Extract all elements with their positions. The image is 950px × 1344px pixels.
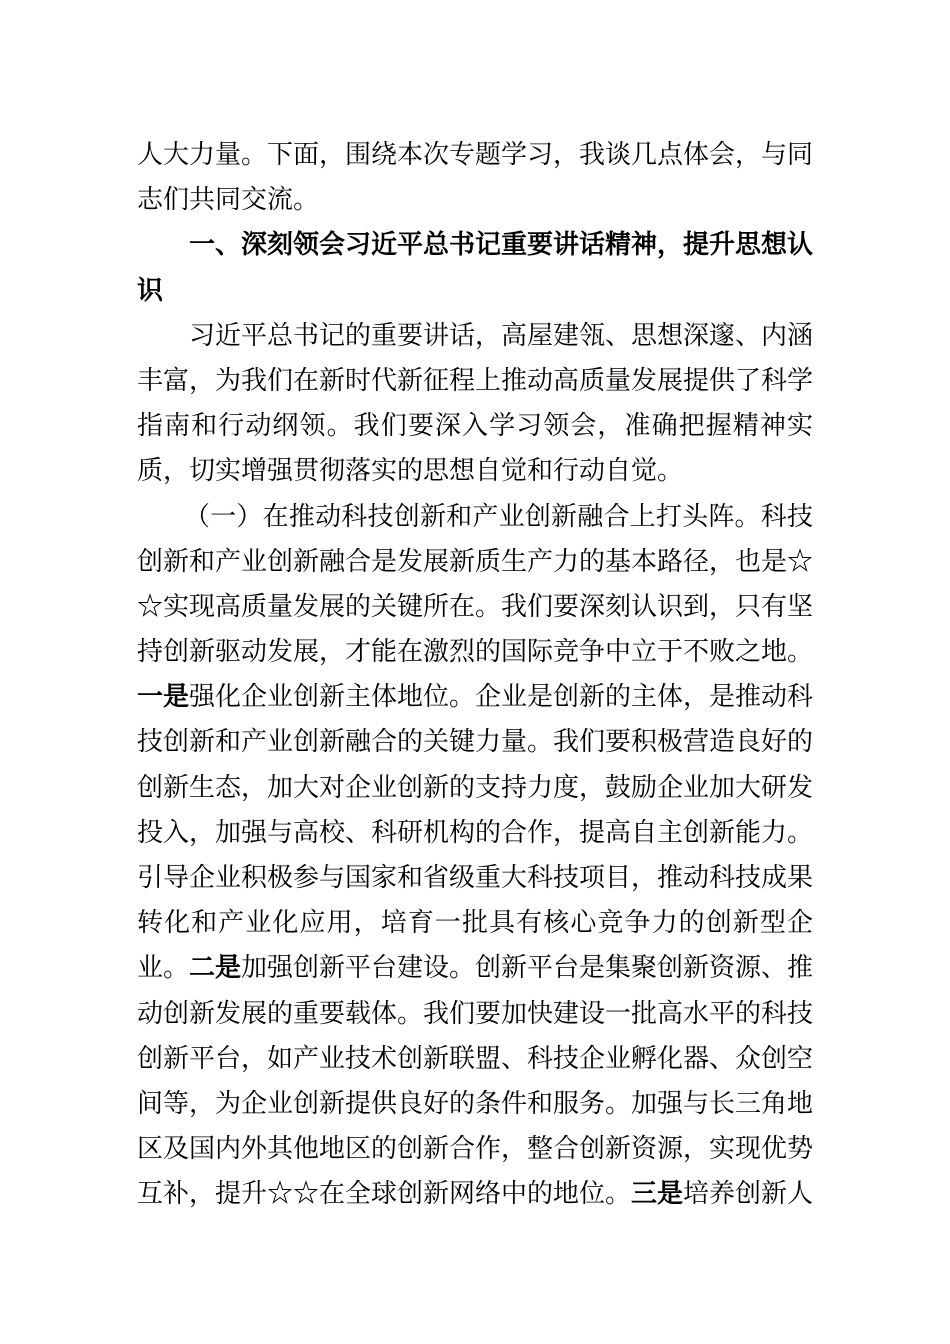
text-line: 质，切实增强贯彻落实的思想自觉和行动自觉。 — [137, 456, 684, 487]
text-line: 转化和产业化应用，培育一批具有核心竞争力的创新型企 — [137, 908, 813, 939]
text-segment: 互补，提升☆☆在全球创新网络中的地位。 — [137, 1179, 632, 1210]
text-line: 志们共同交流。 — [137, 185, 320, 216]
section-heading — [137, 223, 813, 313]
text-line — [137, 946, 813, 991]
text-line: 创新生态，加大对企业创新的支持力度，鼓励企业加大研发 — [137, 772, 814, 803]
text-line: 引导企业积极参与国家和省级重大科技项目，推动科技成果 — [137, 863, 814, 893]
bold-marker-first: 一是 — [137, 682, 190, 713]
text-line: 丰富，为我们在新时代新征程上推动高质量发展提供了科学 — [137, 365, 814, 396]
text-line — [137, 1172, 813, 1217]
text-line: 创新和产业创新融合是发展新质生产力的基本路径，也是☆ — [137, 546, 814, 577]
text-line: 创新平台，如产业技术创新联盟、科技企业孵化器、众创空 — [137, 1043, 814, 1074]
text-line — [137, 675, 813, 720]
text-line: 习近平总书记的重要讲话，高屋建瓴、思想深邃、内涵 — [189, 320, 814, 351]
text-line: 投入，加强与高校、科研机构的合作，提高自主创新能力。 — [137, 817, 814, 848]
text-segment: 业。 — [137, 953, 190, 984]
bold-marker-second: 二是 — [189, 953, 242, 984]
text-line: 区及国内外其他地区的创新合作，整合创新资源，实现优势 — [137, 1134, 814, 1165]
text-segment: 强化企业创新主体地位。企业是创新的主体，是推动科 — [189, 682, 814, 713]
body-paragraph-1 — [137, 314, 813, 495]
text-segment: 加强创新平台建设。创新平台是集聚创新资源、推 — [241, 953, 814, 984]
intro-paragraph — [137, 133, 813, 223]
text-line: 人大力量。下面，围绕本次专题学习，我谈几点体会，与同 — [137, 140, 814, 170]
text-line: 持创新驱动发展，才能在激烈的国际竞争中立于不败之地。 — [137, 637, 814, 668]
text-line: 指南和行动纲领。我们要深入学习领会，准确把握精神实 — [137, 411, 813, 442]
body-paragraph-2 — [137, 495, 813, 1218]
heading-line: 识 — [137, 275, 164, 306]
text-line: 动创新发展的重要载体。我们要加快建设一批高水平的科技 — [137, 998, 814, 1029]
heading-line: 一、深刻领会习近平总书记重要讲话精神，提升思想认 — [189, 230, 814, 261]
document-page — [137, 133, 813, 1218]
text-line: 技创新和产业创新融合的关键力量。我们要积极营造良好的 — [137, 727, 814, 758]
text-line: （一）在推动科技创新和产业创新融合上打头阵。科技 — [184, 501, 813, 532]
text-line: ☆实现高质量发展的关键所在。我们要深刻认识到，只有坚 — [137, 591, 814, 622]
text-segment: 培养创新人 — [683, 1179, 814, 1210]
text-line: 间等，为企业创新提供良好的条件和服务。加强与长三角地 — [137, 1088, 814, 1119]
bold-marker-third: 三是 — [631, 1179, 684, 1210]
